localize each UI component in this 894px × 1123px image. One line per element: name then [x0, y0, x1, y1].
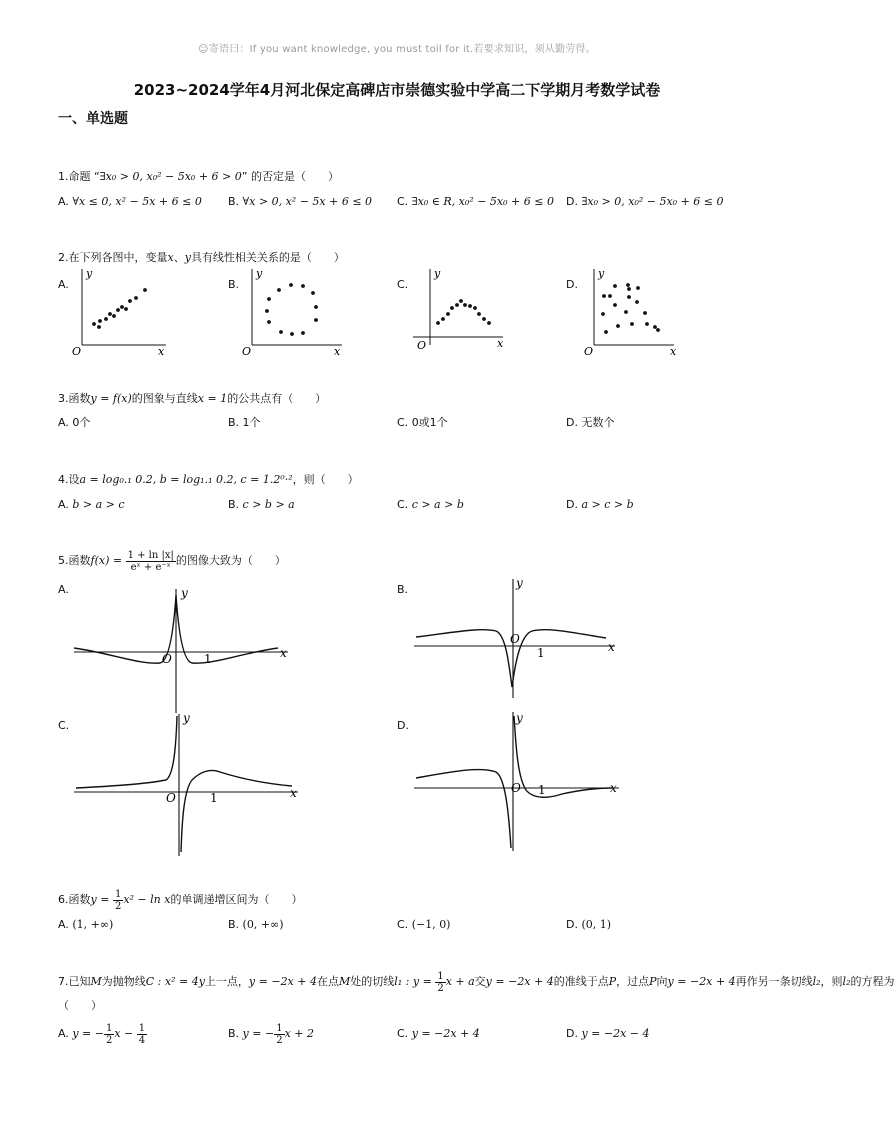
q2-option-d[interactable]: D.: [566, 278, 578, 291]
q6-half-fraction: $\frac{1}{2}$: [114, 888, 122, 912]
origin-label: O: [166, 791, 176, 805]
axis-x-label: x: [610, 781, 617, 795]
axis-y-label: y: [256, 267, 263, 280]
origin-label: O: [417, 339, 427, 352]
q6-option-b[interactable]: B. (0, +∞): [228, 918, 284, 931]
tick-one-label: 1: [537, 646, 545, 660]
q4-option-b[interactable]: B. c > b > a: [228, 498, 295, 511]
q2-option-b[interactable]: B.: [228, 278, 240, 291]
axis-x-label: x: [334, 345, 341, 358]
q3-option-c[interactable]: C. 0或1个: [397, 416, 448, 429]
origin-label: O: [584, 345, 594, 358]
axis-x-label: x: [290, 786, 297, 800]
q5-option-c[interactable]: C.: [58, 719, 70, 732]
q5-graph-c: [70, 710, 305, 860]
q7-stem: 7.已知M为抛物线C : x² = 4y上一点，y = −2x + 4在点M处的切线l₁ : y = $\frac{1}{2}$ x + a交y = −2x + 4的准线于点P，过点P向y = −2x + 4再作另一条切线l₂，则l₂的方程为: [58, 970, 894, 994]
origin-label: O: [242, 345, 252, 358]
axis-y-label: y: [516, 576, 523, 590]
q1-option-c[interactable]: C. ∃x₀ ∈ R, x₀² − 5x₀ + 6 ≤ 0: [397, 195, 554, 208]
q3-stem: 3.函数y = f(x)的图象与直线x = 1的公共点有（ ）: [58, 392, 327, 405]
origin-label: O: [510, 632, 520, 646]
origin-label: O: [162, 652, 172, 666]
tick-one-label: 1: [210, 791, 218, 805]
q3-option-b[interactable]: B. 1个: [228, 416, 261, 429]
q6-option-d[interactable]: D. (0, 1): [566, 918, 612, 931]
axis-y-label: y: [516, 711, 523, 725]
q5-graph-b: [410, 575, 620, 700]
axis-x-label: x: [608, 640, 615, 654]
q7-half-fraction: $\frac{1}{2}$: [437, 970, 444, 994]
q4-option-d[interactable]: D. a > c > b: [566, 498, 634, 511]
q2-scatter-c: [405, 263, 515, 358]
q5-fraction: $\frac{1 + \ln |x|}{\text{eˣ + e⁻ˣ}}$: [127, 549, 174, 573]
axis-y-label: y: [434, 267, 441, 280]
q5-option-d[interactable]: D.: [397, 719, 409, 732]
q7-option-d[interactable]: D. y = −2x − 4: [566, 1027, 650, 1040]
axis-y-label: y: [183, 711, 190, 725]
q5-stem: 5.函数f(x) = $\frac{1 + \ln |x|}{\text{eˣ + e⁻ˣ}}$ 的图像大致为（ ）: [58, 549, 286, 573]
axis-x-label: x: [280, 646, 287, 660]
axis-x-label: x: [158, 345, 165, 358]
q1-option-d[interactable]: D. ∃x₀ > 0, x₀² − 5x₀ + 6 ≤ 0: [566, 195, 724, 208]
q5-option-a[interactable]: A.: [58, 583, 69, 596]
q2-scatter-d: [574, 263, 684, 358]
motto-header: ☺寄语曰：If you want knowledge, you must toil for it.若要求知识，须从勤劳得。: [198, 44, 596, 55]
q4-option-a[interactable]: A. b > a > c: [58, 498, 125, 511]
q2-scatter-a: [66, 263, 176, 358]
q6-stem: 6.函数y = $\frac{1}{2}$ x² − ln x的单调递增区间为（ ）: [58, 888, 303, 912]
q1-stem: 1.命题 “∃x₀ > 0, x₀² − 5x₀ + 6 > 0” 的否定是（ ）: [58, 170, 339, 183]
q5-graph-a: [70, 585, 295, 715]
axis-x-label: x: [670, 345, 677, 358]
q3-option-d[interactable]: D. 无数个: [566, 416, 615, 429]
origin-label: O: [511, 781, 521, 795]
axis-y-label: y: [181, 586, 188, 600]
q2-option-a[interactable]: A.: [58, 278, 69, 291]
q3-option-a[interactable]: A. 0个: [58, 416, 91, 429]
tick-one-label: 1: [538, 783, 546, 797]
q5-option-b[interactable]: B.: [397, 583, 409, 596]
q5-graph-d: [410, 708, 625, 853]
q4-option-c[interactable]: C. c > a > b: [397, 498, 464, 511]
q4-stem: 4.设a = log₀.₁ 0.2, b = log₁.₁ 0.2, c = 1.2⁰·²，则（ ）: [58, 473, 359, 486]
q2-option-c[interactable]: C.: [397, 278, 409, 291]
q7-option-c[interactable]: C. y = −2x + 4: [397, 1027, 480, 1040]
q7-paren: （ ）: [58, 999, 102, 1012]
q2-scatter-b: [236, 263, 351, 358]
tick-one-label: 1: [204, 652, 212, 666]
axis-y-label: y: [86, 267, 93, 280]
section-heading: 一、单选题: [58, 111, 128, 127]
q2-stem: 2.在下列各图中，变量x、y具有线性相关关系的是（ ）: [58, 251, 345, 264]
q6-option-a[interactable]: A. (1, +∞): [58, 918, 114, 931]
origin-label: O: [72, 345, 82, 358]
q1-option-a[interactable]: A. ∀x ≤ 0, x² − 5x + 6 ≤ 0: [58, 195, 202, 208]
page-title: 2023~2024学年4月河北保定高碑店市崇德实验中学高二下学期月考数学试卷: [133, 81, 661, 99]
q7-option-b[interactable]: B. y = − $\frac{1}{2}$ x + 2: [228, 1022, 314, 1046]
q6-option-c[interactable]: C. (−1, 0): [397, 918, 451, 931]
axis-x-label: x: [497, 337, 504, 350]
q1-option-b[interactable]: B. ∀x > 0, x² − 5x + 6 ≤ 0: [228, 195, 373, 208]
axis-y-label: y: [598, 267, 605, 280]
q7-option-a[interactable]: A. y = − $\frac{1}{2}$ x − $\frac{1}{4}$: [58, 1022, 146, 1046]
